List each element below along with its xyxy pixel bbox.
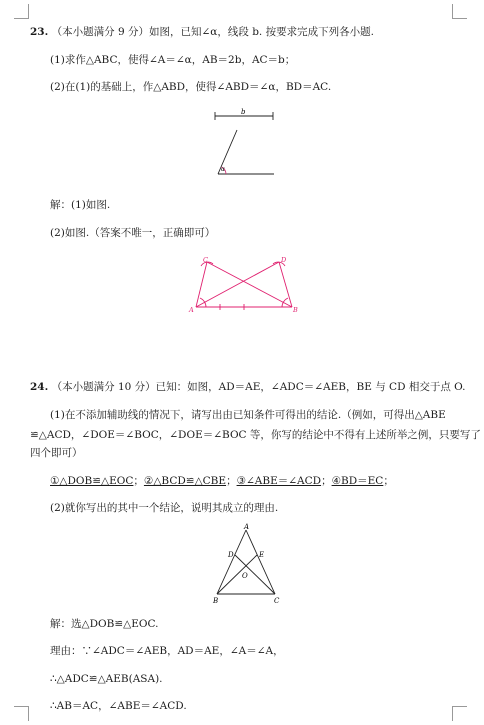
- corner-mark-top-left: [14, 4, 29, 19]
- line-CB: [207, 262, 292, 307]
- point-B-label: B: [293, 306, 298, 314]
- q23-answer-figure: [0, 252, 484, 322]
- point-D-label: D: [228, 551, 234, 559]
- vertex-C-label: C: [274, 597, 280, 605]
- q24-answer-sep-1: ；: [133, 475, 144, 487]
- point-O-label: O: [242, 572, 248, 580]
- q24-part2: (2)就你写出的其中一个结论，说明其成立的理由.: [50, 502, 279, 514]
- q23-stem: （本小题满分 9 分）如图，已知∠α，线段 b. 按要求完成下列各小题.: [51, 26, 374, 38]
- q23-figure-angle-segment: [0, 105, 484, 185]
- q24-figure-triangle: [0, 522, 484, 612]
- q23-stem-line: [30, 26, 374, 39]
- corner-mark-bottom-left: [14, 706, 29, 721]
- vertex-B-label: B: [213, 597, 219, 605]
- q24-part1-line1: (1)在不添加辅助线的情况下，请写出由已知条件可得出的结论.（例如，可得出△ABE: [50, 409, 446, 421]
- line-BD: [279, 262, 292, 307]
- q24-answer-item-1: ①△DOB≌△EOC: [50, 475, 134, 487]
- q24-stem: （本小题满分 10 分）已知：如图，AD＝AE，∠ADC＝∠AEB，BE 与 CD 相交于点 O.: [51, 381, 466, 393]
- q23-part1: (1)求作△ABC，使得∠A＝∠α，AB＝2b，AC＝b；: [50, 54, 296, 66]
- q24-answer-end: ；: [383, 475, 394, 487]
- q24-solution-line1: 解：选△DOB≌△EOC.: [50, 618, 159, 630]
- arc-at-A: [200, 298, 206, 307]
- line-DA: [196, 262, 279, 307]
- q24-answer-sep-2: ；: [226, 475, 237, 487]
- q24-answer-item-4: ④BD＝EC: [331, 475, 384, 487]
- angle-alpha-label: α: [221, 166, 226, 173]
- line-AC: [196, 262, 207, 307]
- point-A-label: A: [189, 306, 194, 314]
- q24-stem-line: [30, 381, 466, 394]
- segment-BE: [217, 555, 257, 594]
- segment-CD: [235, 555, 275, 594]
- point-E-label: E: [259, 551, 265, 559]
- corner-mark-top-right: [452, 4, 467, 19]
- point-D-label: D: [281, 256, 287, 264]
- segment-b-label: b: [241, 108, 246, 116]
- q24-number: 24.: [30, 381, 49, 393]
- vertex-A-label: A: [244, 523, 250, 531]
- q24-part1-line2: ≌△ACD，∠DOE＝∠BOC，∠DOE＝∠BOC 等，你写的结论中不得有上述所举之例，只要写了: [30, 429, 481, 441]
- q24-solution-line4: ∴AB＝AC，∠ABE＝∠ACD.: [50, 700, 187, 712]
- q24-answer-line: [50, 475, 394, 488]
- point-C-label: C: [203, 256, 208, 264]
- q24-solution-line3: ∴△ADC≌△AEB(ASA).: [50, 673, 163, 685]
- q23-answer2: (2)如图.（答案不唯一，正确即可）: [50, 227, 216, 239]
- q23-number: 23.: [30, 26, 49, 38]
- q24-answer-item-3: ③∠ABE＝∠ACD: [236, 475, 322, 487]
- q24-answer-item-2: ②△BCD≌△CBE: [143, 475, 227, 487]
- q24-part1-line3: 四个即可）: [30, 447, 83, 459]
- arc-at-B: [282, 298, 288, 307]
- q24-answer-sep-3: ；: [321, 475, 332, 487]
- corner-mark-bottom-right: [452, 706, 467, 721]
- q23-answer1: 解：(1)如图.: [50, 199, 111, 211]
- q23-part2: (2)在(1)的基础上，作△ABD，使得∠ABD＝∠α，BD＝AC.: [50, 81, 332, 93]
- q24-solution-line2: 理由：∵∠ADC＝∠AEB，AD＝AE，∠A＝∠A，: [50, 645, 284, 657]
